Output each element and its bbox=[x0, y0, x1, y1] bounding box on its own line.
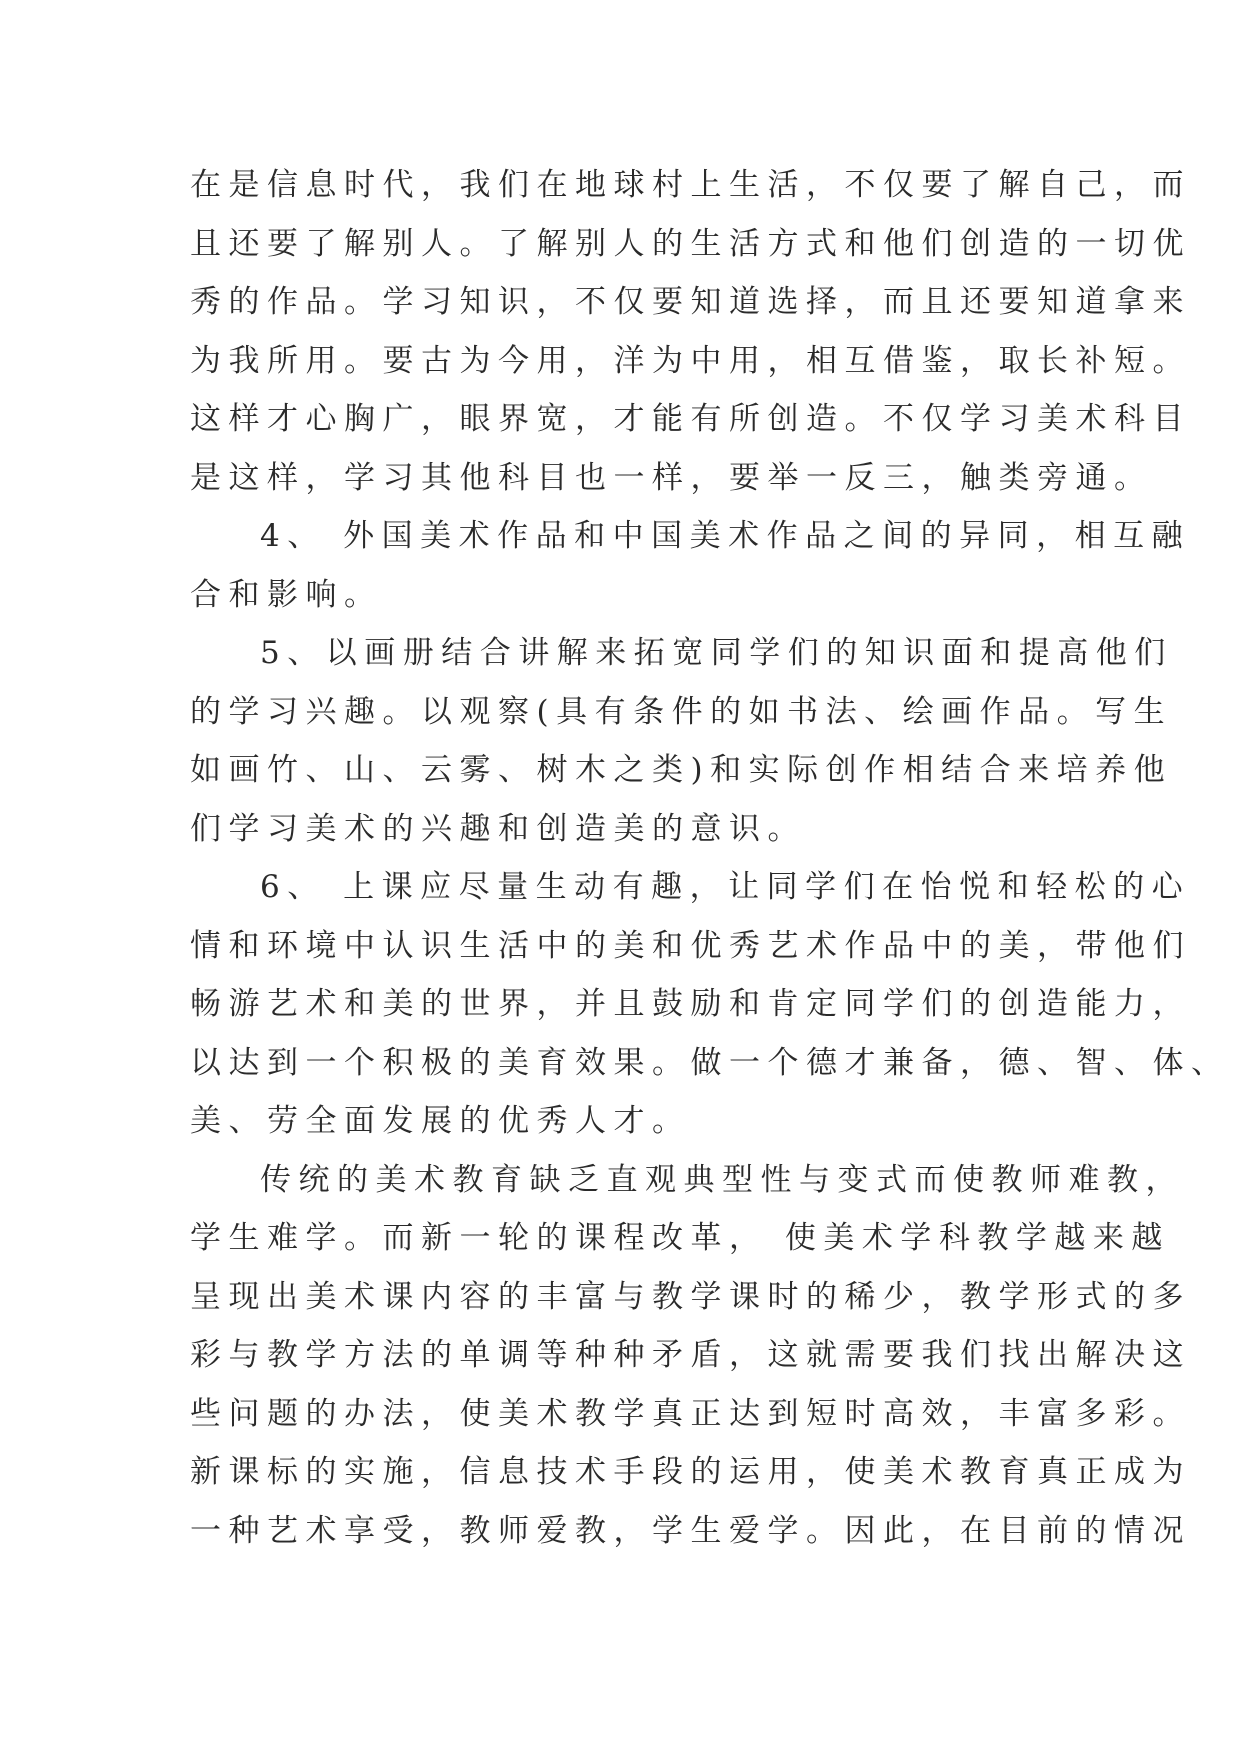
text-line: 些问题的办法，使美术教学真正达到短时高效，丰富多彩。 bbox=[190, 1395, 1191, 1432]
text-line: 新课标的实施，信息技术手段的运用，使美术教育真正成为 bbox=[190, 1454, 1191, 1490]
text-line: 美、劳全面发展的优秀人才。 bbox=[190, 1103, 691, 1139]
text-line: 合和影响。 bbox=[190, 576, 383, 613]
text-line: 为我所用。要古为今用，洋为中用，相互借鉴，取长补短。 bbox=[190, 342, 1191, 379]
text-line: 秀的作品。学习知识，不仅要知道选择，而且还要知道拿来 bbox=[190, 284, 1191, 320]
text-line: 是这样，学习其他科目也一样，要举一反三，触类旁通。 bbox=[190, 459, 1153, 496]
text-line: 传统的美术教育缺乏直观典型性与变式而使教师难教， bbox=[260, 1161, 1184, 1198]
text-line: 情和环境中认识生活中的美和优秀艺术作品中的美，带他们 bbox=[190, 927, 1191, 964]
text-line: 的学习兴趣。以观察(具有条件的如书法、绘画作品。写生 bbox=[190, 693, 1173, 730]
text-line: 彩与教学方法的单调等种种矛盾，这就需要我们找出解决这 bbox=[190, 1337, 1191, 1373]
text-line: 呈现出美术课内容的丰富与教学课时的稀少，教学形式的多 bbox=[190, 1278, 1191, 1315]
text-line: 在是信息时代，我们在地球村上生活，不仅要了解自己，而 bbox=[190, 167, 1191, 203]
text-line: 一种艺术享受，教师爱教，学生爱学。因此，在目前的情况 bbox=[190, 1512, 1191, 1549]
text-line: 这样才心胸广，眼界宽，才能有所创造。不仅学习美术科目 bbox=[190, 401, 1191, 437]
text-line: 5、以画册结合讲解来拓宽同学们的知识面和提高他们 bbox=[260, 635, 1173, 671]
text-line: 以达到一个积极的美育效果。做一个德才兼备，德、智、体、 bbox=[190, 1044, 1230, 1081]
text-line: 畅游艺术和美的世界，并且鼓励和肯定同学们的创造能力， bbox=[190, 986, 1191, 1022]
text-line: 学生难学。而新一轮的课程改革， 使美术学科教学越来越 bbox=[190, 1220, 1170, 1256]
text-line: 们学习美术的兴趣和创造美的意识。 bbox=[190, 810, 806, 847]
text-line: 如画竹、山、云雾、树木之类)和实际创作相结合来培养他 bbox=[190, 752, 1173, 788]
body-text bbox=[190, 156, 1230, 1560]
text-line: 6、 上课应尽量生动有趣，让同学们在怡悦和轻松的心 bbox=[260, 869, 1191, 905]
text-line: 4、 外国美术作品和中国美术作品之间的异同，相互融 bbox=[260, 518, 1191, 554]
text-line: 且还要了解别人。了解别人的生活方式和他们创造的一切优 bbox=[190, 225, 1191, 262]
